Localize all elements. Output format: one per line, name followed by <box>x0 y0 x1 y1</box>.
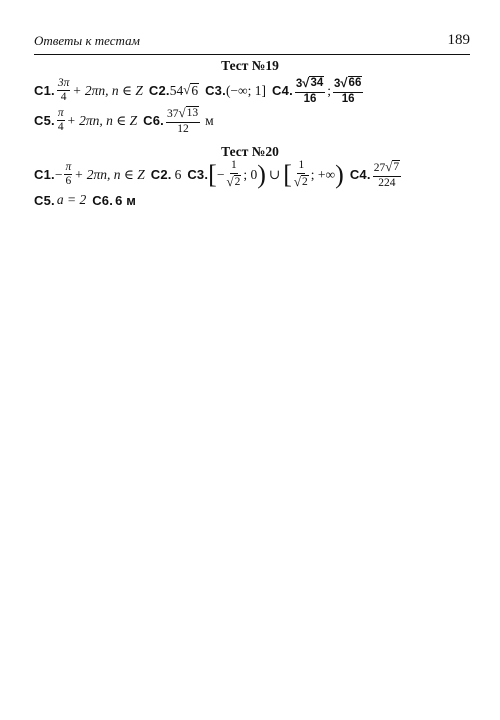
t20-c3-open2: [ <box>283 159 292 189</box>
t20-c1-fraction: $\frac{\pi}{6}$ <box>65 160 72 187</box>
test-19-line-1 <box>34 76 365 105</box>
t19-c6-fraction: 37 √ 13 12 <box>166 105 199 135</box>
t19-c1-fraction: $\frac{3\pi}{4}$ <box>57 76 70 103</box>
page-number: 189 <box>447 32 470 48</box>
t19-c4-separator: ; <box>327 82 331 98</box>
t19-c1-rest: + 2πn, n ∈ Z <box>72 82 143 98</box>
t20-c1-label: С1. <box>34 167 55 182</box>
test-19-title: Тест №19 <box>221 58 279 73</box>
t19-c5-fraction: $\frac{\pi}{4}$ <box>57 106 64 133</box>
t20-c2-value: 6 <box>174 166 182 182</box>
t19-c5-rest: + 2πn, n ∈ Z <box>66 112 138 128</box>
test-20-line-1 <box>34 160 403 189</box>
t20-c3-open1: [ <box>208 159 217 189</box>
t20-c3-union: ∪ <box>268 166 281 182</box>
t20-c3-fraction-2: 1 √ 2 <box>293 159 308 189</box>
t19-c2-coef: 54 <box>169 82 184 98</box>
t19-c4-label: С4. <box>272 83 293 98</box>
t19-c1-label: С1. <box>34 83 55 98</box>
t19-c4-fraction-b: 3 √ 66 16 <box>334 75 362 105</box>
t20-c3-close1: ) <box>257 159 266 189</box>
t20-c3-neg: − <box>216 166 225 182</box>
t20-c4-label: С4. <box>349 167 371 182</box>
t19-c5-label: С5. <box>34 113 55 128</box>
t20-c6-value: 6 м <box>115 192 137 208</box>
t19-c2-label: С2. <box>148 83 170 98</box>
t20-c3-mid1: ; 0 <box>243 166 258 182</box>
test-20-title: Тест №20 <box>221 144 279 159</box>
test-20-line-2 <box>34 192 136 208</box>
t19-c3-value: (−∞; 1] <box>225 82 267 98</box>
t19-c4-fraction-a: 3 √ 34 16 <box>295 75 324 105</box>
t19-c6-unit: м <box>205 112 214 128</box>
t20-c1-sign: − <box>54 166 63 182</box>
t20-c3-mid2: ; +∞ <box>310 166 336 182</box>
t20-c1-rest: + 2πn, n ∈ Z <box>74 166 145 182</box>
t20-c3-close2: ) <box>335 159 344 189</box>
t20-c2-label: С2. <box>150 167 172 182</box>
t19-c6-label: С6. <box>143 113 164 128</box>
t20-c4-fraction: 27 √ 7 224 <box>373 159 400 189</box>
test-19-line-2 <box>34 106 214 135</box>
t20-c3-fraction-1: 1 √ 2 <box>226 159 241 189</box>
t20-c3-label: С3. <box>187 167 209 182</box>
header-title: Ответы к тестам <box>34 33 140 48</box>
t19-c3-label: С3. <box>205 83 226 98</box>
t19-c2-sqrt: √ 6 <box>183 81 199 98</box>
page-header <box>34 30 470 55</box>
t20-c5-value: a = 2 <box>56 192 87 207</box>
t20-c6-label: С6. <box>92 192 114 208</box>
t20-c5-label: С5. <box>34 192 55 208</box>
